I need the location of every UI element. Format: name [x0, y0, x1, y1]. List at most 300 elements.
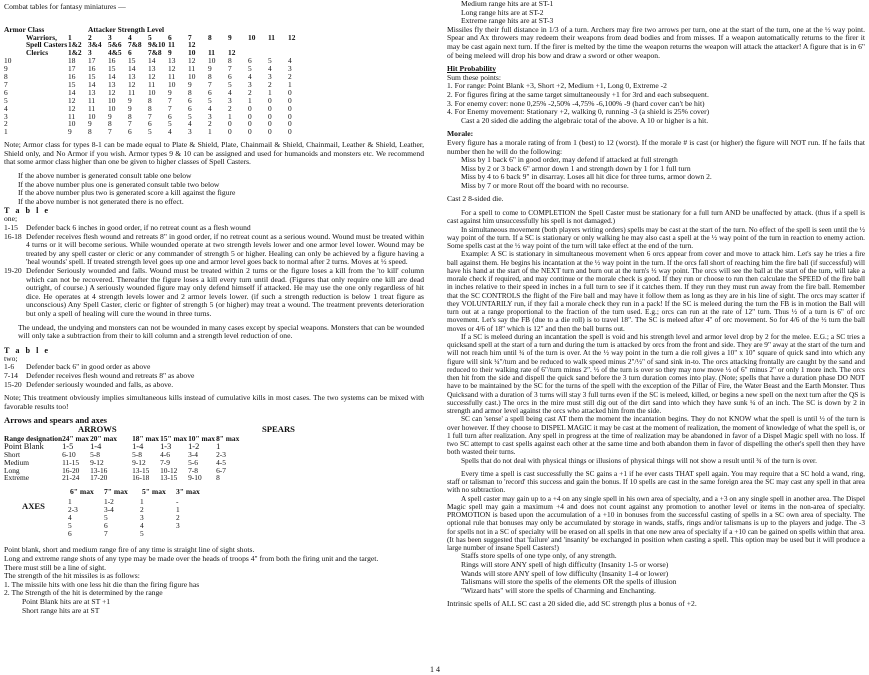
hit-item: Cast a 20 sided die adding the algebraic total of the above. A 10 or higher is a hit. — [461, 115, 709, 125]
armor-cell: 11 — [128, 87, 136, 97]
armor-cell: 12 — [228, 48, 236, 58]
armor-cell: 8 — [4, 72, 8, 82]
range-cell: 10-12 — [160, 465, 178, 475]
armor-cell: Spell Casters — [26, 40, 68, 50]
range-cell — [118, 474, 132, 482]
armor-cell: 2 — [248, 87, 252, 97]
range-cell — [118, 435, 132, 443]
armor-cell: 0 — [248, 111, 252, 121]
axes-cell: 1-2 — [104, 497, 114, 507]
armor-cell: 9&10 — [148, 40, 166, 50]
range-row — [4, 443, 244, 451]
result-text: Defender receives flesh wound and retreats 8" as above — [26, 370, 195, 380]
range-cell: 3-4 — [188, 449, 198, 459]
spell-paragraph: For a spell to come to COMPLETION the Spell Caster must be stationary for a full turn AND be unaffected by attack. (thus if a spell is cast against him unsuccessfully his spell is not damaged.) — [447, 208, 865, 226]
armor-cell: 12 — [168, 64, 176, 74]
armor-row — [4, 105, 308, 113]
armor-class-header: Armor Class — [4, 24, 45, 34]
morale-item: Miss by 1 back 6" in good order, may defend if attacked at full strength — [461, 155, 678, 165]
armor-cell: 8 — [88, 127, 92, 137]
armor-cell: 1 — [248, 95, 252, 105]
armor-cell: 14 — [68, 87, 76, 97]
armor-cell: 1 — [4, 127, 8, 137]
range-hit-line: Long range hits are at ST-2 — [461, 7, 544, 17]
range-cell: 24" max — [62, 433, 89, 443]
range-cell: Point Blank — [4, 441, 44, 451]
armor-cell: 9 — [168, 87, 172, 97]
range-cell — [118, 451, 132, 459]
missile-rule-line: 2. The Strength of the hit is determined by the range — [4, 588, 163, 598]
axes-label: AXES — [22, 501, 45, 512]
armor-row — [4, 73, 308, 81]
range-cell: 16-20 — [62, 465, 80, 475]
armor-cell: 13 — [88, 87, 96, 97]
axes-cell: 1 — [140, 497, 144, 507]
armor-cell: 10 — [248, 32, 256, 42]
result-text: Defender Seriously wounded and falls. Wound must be treated within 2 turns or the figure loses a kill from the 'to kill' column which can not be recovered. Thereafter the figure loses a kill every turn until dead. (Figures that only require one kill are dead outright, of course.) A seriously wounded figure may only defend himself if attacked. He may use the one only regardless of hit dice. He operates at 4 strength levels lower and 2 armor levels lower. (if such a strength reduction is below 1 treat figure as unconscious) Any Spell Caster, cleric or fighter of strength 5 (or higher) may treat a wound. The treatment prevents deterioration but only a spell of healing will cure the wound in three turns. — [26, 266, 424, 318]
armor-cell: 9 — [208, 64, 212, 74]
axes-cell: 3-4 — [104, 505, 114, 515]
armor-cell: 6 — [128, 127, 132, 137]
armor-cell: 16 — [88, 64, 96, 74]
armor-cell: 1 — [228, 111, 232, 121]
morale-title: Morale: — [447, 129, 474, 139]
spell-paragraph: In simultaneous movement (both players writing orders) spells may be cast at the start of the turn. No effect of the spell is seen until the ½ way point of the turn. If a SC is stationary or only walking he may also cast a spell at the ½ way point of the turn in reaction to enemy action. Some spells cast at the ½ way point of the turn will take effect at the end of the turn. — [447, 224, 865, 251]
axes-max: 7" max — [104, 487, 128, 497]
armor-cell: 5 — [248, 64, 252, 74]
range-cell — [118, 467, 132, 475]
armor-cell: 10 — [68, 119, 76, 129]
range-cell: 2-3 — [216, 449, 226, 459]
axes-max: 5" max — [142, 487, 166, 497]
armor-cell: 5 — [268, 56, 272, 66]
armor-cell: 1&2 — [68, 40, 82, 50]
armor-cell — [288, 41, 308, 49]
armor-cell: 8 — [208, 32, 212, 42]
table-one-heading: T a b l e — [4, 206, 51, 216]
armor-cell: 5 — [208, 95, 212, 105]
store-item: Staffs store spells of one type only, of any strength. — [461, 551, 617, 561]
result-roll: 19-20 — [4, 266, 22, 275]
armor-cell — [268, 41, 288, 49]
armor-cell: 7 — [148, 111, 152, 121]
store-item: Wands will store ANY spell of low difficulty (Insanity 1-4 or lower) — [461, 568, 669, 578]
armor-cell: 4 — [208, 103, 212, 113]
armor-cell: 10 — [108, 103, 116, 113]
armor-cell: 5 — [168, 119, 172, 129]
missile-rule-line: Point Blank hits are at ST +1 — [22, 596, 111, 606]
armor-cell: 16 — [108, 56, 116, 66]
armor-cell: 11 — [88, 95, 96, 105]
armor-cell: 9 — [108, 111, 112, 121]
armor-cell: 7 — [168, 95, 172, 105]
range-cell: 9-10 — [188, 473, 202, 483]
armor-cell: 12 — [68, 103, 76, 113]
armor-cell: 4 — [248, 72, 252, 82]
result-text: Defender back 6 inches in good order, if no retreat count as a flesh wound — [26, 223, 251, 233]
range-cell: 10" max — [188, 433, 215, 443]
range-cell: Long — [4, 465, 20, 475]
armor-cell: 13 — [148, 64, 156, 74]
table-one-note: The undead, the undying and monsters can not be wounded in many cases except by special weapons. Monsters that can be wounded will only take a subtraction from their to kill column and a strength level reduction of one. — [18, 322, 424, 341]
armor-cell: 12 — [68, 95, 76, 105]
range-cell: 20" max — [90, 433, 117, 443]
range-cell: 8 — [216, 473, 220, 483]
armor-cell: 0 — [268, 103, 272, 113]
result-roll: 16-18 — [4, 231, 22, 241]
morale-item: Miss by 2 or 3 back 6" armor down 1 and strength down by 1 for 1 full turn — [461, 163, 691, 173]
armor-cell: 0 — [288, 127, 292, 137]
range-row — [4, 467, 244, 475]
armor-cell: 10 — [168, 79, 176, 89]
missile-rule-line: Long and extreme range shots of any type may be made over the heads of troops 4" from both the firing unit and the target. — [4, 553, 379, 563]
armor-cell: 11 — [208, 48, 215, 58]
armor-cell: 6 — [248, 56, 252, 66]
armor-cell: 2 — [4, 119, 8, 129]
armor-cell: 8 — [128, 111, 132, 121]
armor-cell: 0 — [288, 87, 292, 97]
armor-cell: 0 — [288, 103, 292, 113]
range-cell: 9-12 — [90, 457, 104, 467]
armor-cell: 0 — [268, 127, 272, 137]
hit-item: 1. For range: Point Blank +3, Short +2, Medium +1, Long 0, Extreme -2 — [447, 81, 667, 91]
result-row — [4, 381, 430, 390]
armor-cell: 13 — [108, 79, 116, 89]
range-cell: 5-8 — [90, 449, 100, 459]
armor-cell: 8 — [108, 119, 112, 129]
armor-cell: 11 — [268, 32, 275, 42]
armor-row — [4, 49, 308, 57]
armor-cell: 3 — [228, 95, 232, 105]
armor-cell: 6 — [4, 87, 8, 97]
missile-rule-line: The strength of the hit missiles is as follows: — [4, 571, 140, 581]
axes-max: 3" max — [176, 487, 200, 497]
range-hit-line: Medium range hits are at ST-1 — [461, 0, 554, 8]
page-title: Combat tables for fantasy miniatures — — [4, 2, 126, 11]
armor-cell: 0 — [248, 119, 252, 129]
armor-cell: 3 — [248, 79, 252, 89]
armor-cell: 1 — [288, 79, 292, 89]
page-number: 1 4 — [430, 665, 440, 674]
armor-cell: 3 — [108, 32, 112, 42]
range-cell: 13-16 — [90, 465, 108, 475]
armor-cell — [248, 41, 268, 49]
range-cell: 13-15 — [160, 473, 178, 483]
armor-cell: 18 — [68, 56, 76, 66]
range-hit-line: Extreme range hits are at ST-3 — [461, 16, 554, 26]
result-text: Defender receives flesh wound and retreats 8" in good order, if no retreat count as a serious wound. Wound must be treated within 4 turns or it will become serious. While wounded operate at two strength levels lower and one armor level lower. Wound may be treated by any spell caster or cleric or any commander of strength 5 or higher. Healing can only be achieved by a figure having a 'heal wounds' spell. If treated strength level goes up one and armor level goes back to normal after 2 turns. Moves at ½ speed. — [26, 231, 424, 267]
table-two-sub: two; — [4, 353, 18, 363]
armor-cell: 4 — [228, 87, 232, 97]
missile-rule-line: Short range hits are at ST — [22, 605, 100, 615]
armor-cell: 6 — [188, 103, 192, 113]
range-cell: 7-8 — [188, 465, 198, 475]
range-cell: 17-20 — [90, 473, 108, 483]
spell-paragraph: A spell caster may gain up to a +4 on any single spell in his own area of specialty, and a +3 on any single spell in another area. The Dispel Magic spell may gain a maximum +4 and does not count against any promotion to another level or items in the non-area of specialty. PROMOTION is based upon the accumulation of a +10 in bonuses from the successful casting of spells in a SC own area of specialty. The optional rule that bonuses may only be accumulated by storage in wands, staffs, rings and/or talismans is up to the players and judge. The -3 for spells not in a SC of specialty will be erased on all spells in that one new area of specialty if a +10 can be gained on spells within that area. (It has been suggested that 'failure' and 'insanity' be exchanged in position when casting a spell. This option may be used but it will produce a large number of insane Spell Casters!) — [447, 493, 865, 553]
armor-cell: 9 — [228, 32, 232, 42]
range-table — [4, 435, 244, 482]
armor-cell: 5&6 — [108, 40, 122, 50]
spell-paragraph: SC can 'sense' a spell being cast AT them the moment the incantation begins. They do not KNOW what the spell is until ½ of the turn is over however. If they choose to DISPEL MAGIC it may be cast at the moment of realization, the moment of knowledge of what the spell is, or 1 full turn after realization. Any spell in progress at the time of realization may be abandoned in favor of a Dispel Magic spell with no loss. If two SC attempt to cast spells against each other at the same time and both abandon them in favor of dispelling the other's spell then they have both wasted their turns. — [447, 414, 865, 457]
armor-cell: 11 — [88, 103, 96, 113]
armor-cell: 4 — [188, 119, 192, 129]
axes-cell: 1 — [176, 505, 180, 515]
range-cell: 15" max — [160, 433, 187, 443]
armor-cell: 7&8 — [148, 48, 162, 58]
armor-cell: 4 — [168, 127, 172, 137]
range-cell: 5-6 — [188, 457, 198, 467]
armor-cell: 5 — [4, 95, 8, 105]
range-cell: 7-9 — [160, 457, 170, 467]
armor-cell: 0 — [268, 95, 272, 105]
table-two-note: Note; This treatment obviously implies simultaneous kills instead of cumulative kills in most cases. The two systems can be mixed with favorable results too! — [4, 393, 424, 411]
armor-cell: 3 — [268, 72, 272, 82]
armor-cell: 11 — [168, 40, 175, 50]
range-cell: Short — [4, 449, 21, 459]
armor-cell: 0 — [248, 127, 252, 137]
range-cell: 5-8 — [132, 449, 142, 459]
armor-cell: 3 — [288, 64, 292, 74]
range-cell: 4-6 — [160, 449, 170, 459]
armor-cell: 10 — [108, 95, 116, 105]
armor-cell: 0 — [288, 111, 292, 121]
armor-cell: 3 — [4, 111, 8, 121]
final-line: Intrinsic spells of ALL SC cast a 20 sided die, add SC strength plus a bonus of +2. — [447, 599, 697, 609]
range-cell: 9-12 — [132, 457, 146, 467]
armor-row — [4, 113, 308, 121]
armor-cell: 14 — [108, 72, 116, 82]
arrows-heading: ARROWS — [78, 423, 117, 434]
armor-cell: 15 — [68, 79, 76, 89]
axes-cell — [176, 530, 212, 538]
armor-cell: 6 — [228, 72, 232, 82]
range-cell: Range designation — [4, 433, 63, 443]
armor-cell: 10 — [148, 87, 156, 97]
axes-cell: 6 — [104, 521, 108, 531]
armor-cell: 7 — [108, 127, 112, 137]
spears-heading: SPEARS — [262, 423, 295, 434]
result-roll: 7-14 — [4, 370, 18, 380]
armor-cell: 8 — [208, 72, 212, 82]
range-cell: 8" max — [216, 433, 240, 443]
axes-cell: 2 — [140, 505, 144, 515]
armor-cell: 13 — [168, 56, 176, 66]
range-cell: 1-5 — [62, 441, 74, 451]
armor-cell: 2 — [88, 32, 92, 42]
armor-cell: 10 — [188, 48, 196, 58]
store-item: "Wizard hats" will store the spells of Charming and Enchanting. — [461, 585, 656, 595]
armor-cell: 6 — [168, 32, 172, 42]
range-cell: 1-3 — [160, 441, 172, 451]
table-two-heading: T a b l e — [4, 345, 51, 355]
range-cell: 1-4 — [132, 441, 144, 451]
armor-cell: 6 — [148, 119, 152, 129]
armor-cell: 0 — [228, 119, 232, 129]
range-cell: 16-18 — [132, 473, 150, 483]
if-line: If the above number is generated consult table one below — [18, 171, 192, 181]
armor-cell: 15 — [108, 64, 116, 74]
missiles-paragraph: Missiles fly their full distance in 1/3 of a turn. Archers may fire two arrows per turn, one at the start of the turn, one at the ½ way point. Spear and Ax throwers may redeem their weapons from dead bodies and from misses. If a weapon automatically returns to the firer it may be cast again next turn. If the firer is melted by the time the weapon returns the weapon will attack the attacker! A figure that is in 6" of being meleed will drop his bow and draw a sword or other weapon. — [447, 24, 865, 60]
armor-cell: 6 — [168, 111, 172, 121]
armor-cell: 5 — [148, 32, 152, 42]
range-cell: Medium — [4, 457, 30, 467]
spell-paragraph: Spells that do not deal with physical things or illusions of physical things will not show a result until ¾ of the turn is over. — [461, 455, 817, 465]
armor-cell: 9 — [168, 48, 172, 58]
if-line: If the above number is not generated there is no effect. — [18, 196, 184, 206]
armor-cell: 2 — [268, 79, 272, 89]
hit-probability-title: Hit Probability — [447, 64, 497, 74]
armor-cell: 1&2 — [68, 48, 82, 58]
spell-paragraph: Example: A SC is stationary in simultaneous movement when 6 orcs appear from cover and move to attack him. Let's say he tries a fire ball against them. He begins his incantation at the ½ way point in the turn. If the orcs fall short of reaching him the fire ball (if successful) will have his hand at the start of the NEXT turn and burn out at the turn's ½ way point. The orcs will see the ball at the start of the turn, will take a morale check if required, and may continue or the morale check is good. If they run or choose to run then calculate the SPEED of the fire ball in inches relative to their speed in inches in a full turn to see if it catches them. If they run they must run away from the fire ball. Remember that the SC CONTROLS the flight of the Fire ball and may have it follow them as long as they are in his line of sight. The orcs may scatter if they VOLUNTARILY run, if they fail a morale check they run in a pack! If the SC is meleed during the turn the FB is in motion the Ball will turn out at a range proportional to the fraction of the turn used. E.g.; orcs can run at the rate of 12" turn. Thus ½ of a turn is 6" of orc movement. Let's say the FB (due to a die roll) is to travel 18". The SC is meleed after 4" of orc movement. So for 4/6 of the ½ turn the ball moves or 4/6 of 18" which is 12" and then the ball burns out. — [447, 249, 865, 333]
armor-cell: 5 — [228, 79, 232, 89]
armor-cell: 2 — [228, 103, 232, 113]
armor-cell: 5 — [188, 111, 192, 121]
missile-rule-line: 1. The missile hits with one less hit die than the firing figure has — [4, 579, 200, 589]
morale-item: Miss by 4 to 6 back 9" in disarray. Loses all hit dice for three turns, armor down 2. — [461, 172, 712, 182]
armor-cell: 12 — [148, 72, 156, 82]
range-row — [4, 451, 244, 459]
armor-cell: 6 — [128, 48, 132, 58]
sum-line: Sum these points: — [447, 72, 502, 82]
range-cell: 6-7 — [216, 465, 226, 475]
range-cell: 1-2 — [188, 441, 200, 451]
armor-class-table — [4, 26, 308, 137]
armor-cell: Warriors, — [26, 32, 57, 42]
missile-rule-line: Point blank, short and medium range fire of any time is straight line of sight shots. — [4, 545, 255, 555]
axes-cell: - — [176, 497, 179, 507]
range-row — [4, 474, 244, 482]
hit-item: 4. For Enemy movement: Stationary +2, walking 0, running -3 (a shield is 25% cover) — [447, 107, 710, 117]
armor-cell: 0 — [248, 103, 252, 113]
armor-cell: 0 — [228, 127, 232, 137]
axes-row — [68, 530, 212, 538]
armor-row — [4, 97, 308, 105]
armor-cell: 10 — [208, 56, 216, 66]
range-cell: 4-5 — [216, 457, 226, 467]
cast-line: Cast 2 8-sided die. — [447, 194, 504, 204]
result-text: Defender seriously wounded and falls, as above. — [26, 379, 174, 389]
armor-cell: 16 — [68, 72, 76, 82]
armor-cell: 10 — [188, 72, 196, 82]
armor-cell: 2 — [208, 119, 212, 129]
axes-cell: 5 — [104, 513, 108, 523]
axes-max: 6" max — [70, 487, 94, 497]
armor-cell: 15 — [88, 72, 96, 82]
axes-cell: 5 — [68, 521, 72, 531]
armor-cell: 0 — [268, 111, 272, 121]
armor-cell: 4&5 — [108, 48, 122, 58]
axes-cell: 2-3 — [68, 505, 78, 515]
armor-cell: 9 — [88, 119, 92, 129]
axes-cell: 5 — [140, 528, 144, 538]
armor-cell: 2 — [288, 72, 292, 82]
armor-cell: 9 — [128, 95, 132, 105]
morale-item: Miss by 7 or more Rout off the board with no recourse. — [461, 180, 629, 190]
armor-cell: 7&8 — [128, 40, 142, 50]
axes-cell: 7 — [104, 528, 108, 538]
armor-cell: 12 — [288, 32, 296, 42]
armor-cell: 7 — [128, 119, 132, 129]
armor-row — [4, 65, 308, 73]
axes-cell: 6 — [68, 528, 72, 538]
armor-cell: 0 — [288, 119, 292, 129]
armor-cell: 11 — [148, 79, 156, 89]
armor-cell: 12 — [188, 56, 196, 66]
armor-row — [4, 81, 308, 89]
range-cell: 11-15 — [62, 457, 80, 467]
armor-cell: 11 — [188, 64, 196, 74]
armor-cell: 7 — [188, 32, 192, 42]
armor-cell: 6 — [188, 95, 192, 105]
armor-cell: 17 — [68, 64, 76, 74]
result-roll: 1-6 — [4, 362, 15, 372]
armor-cell: 5 — [148, 127, 152, 137]
armor-note: Note; Armor class for types 8-1 can be made equal to Plate & Shield, Plate, Chainmail & Shield, Chainmail, Leather & Shield, Leather, Shield only, and No Armor if you wish. Armor types 9 & 10 can be assigned and used for humanoids and monsters etc. We recommend that some armor class higher than one be given to higher classes of Spell Casters. — [4, 140, 424, 167]
missile-rule-line: There must still be a line of sight. — [4, 562, 107, 572]
armor-row — [4, 128, 308, 136]
range-row — [4, 459, 244, 467]
range-cell — [118, 443, 132, 451]
axes-cell: 4 — [68, 513, 72, 523]
attacker-strength-header: Attacker Strength Level — [88, 24, 165, 34]
spell-paragraph: If a SC is meleed during an incantation the spell is void and his strength level and armor level drop by 2 for the melee. E.G.; a SC tries a quicksand spell at the start of a turn and during the turn is attacked by orcs from the front and side. They are 9" away at the start of the turn and will not reach him until ¾ of the turn is over. At the ½ way point in the turn a die roll gives a 10" x 10" square of quick sand into which any figure will sink ¼"/turn and be reduced to walk speed minus 2"/½" of sand sink in-to. The orcs attacking frontally are caught by the sand and reduced to their walking rate of 6"/turn minus 2". ½ of the turn is over so they may now move ½ of 6" minus 2" or only 1 more inch. The orcs then hit from the side and dispell the quick sand before the 3 turn duration comes into play. (Note; spells that have a duration phase DO NOT have to be maintained by the SC for the turns of the spell with the exception of the Pillar of Fire, the Water Beast and the Earth Monster. Thus Quicksand with a duration of 3 turns will stay 3 full turns even if the SC is meleed, killed, or begins a new spell on the next turn after the QS is successfully cast.) The orcs in the mire must still dig out of the dirt sand into which they have sunk ¼ of an inch. The SC is down by 2 in strength and armor level against the orcs who attacked him from the side. — [447, 331, 865, 416]
armor-row — [4, 89, 308, 97]
armor-cell: 13 — [128, 72, 136, 82]
armor-cell: 9 — [4, 64, 8, 74]
range-cell: Extreme — [4, 473, 30, 483]
armor-cell: 10 — [4, 56, 12, 66]
armor-cell: 14 — [148, 56, 156, 66]
armor-cell: 0 — [268, 119, 272, 129]
armor-cell: 11 — [68, 111, 76, 121]
armor-cell: 12 — [188, 40, 196, 50]
armor-cell: 9 — [128, 103, 132, 113]
result-roll: 15-20 — [4, 379, 22, 389]
range-cell: 18" max — [132, 433, 159, 443]
if-line: If the above number plus one is generated consult table two below — [18, 179, 220, 189]
range-cell: 13-15 — [132, 465, 150, 475]
result-row — [4, 233, 430, 267]
armor-cell: 10 — [88, 111, 96, 121]
axes-cell: 3 — [176, 521, 180, 531]
arrows-title: Arrows and spears and axes — [4, 415, 107, 426]
armor-cell: 8 — [148, 95, 152, 105]
armor-cell: 7 — [208, 79, 212, 89]
armor-cell: 12 — [108, 87, 116, 97]
armor-cell: 3 — [88, 48, 92, 58]
axes-table — [68, 498, 212, 538]
axes-cell: 3 — [140, 513, 144, 523]
if-line: If the above number plus two is generated score a kill against the figure — [18, 188, 236, 198]
armor-cell: 1 — [208, 127, 212, 137]
store-item: Rings will store ANY spell of high difficulty (Insanity 1-5 or worse) — [461, 559, 669, 569]
armor-cell: 7 — [4, 79, 8, 89]
axes-cell: 1 — [68, 497, 72, 507]
armor-cell: 14 — [128, 64, 136, 74]
armor-row — [4, 120, 308, 128]
armor-cell: 8 — [188, 87, 192, 97]
armor-row — [4, 57, 308, 65]
armor-cell: 4 — [288, 56, 292, 66]
armor-cell: 6 — [208, 87, 212, 97]
armor-cell: 9 — [188, 79, 192, 89]
armor-cell: 8 — [148, 103, 152, 113]
armor-cell: 14 — [88, 79, 96, 89]
morale-paragraph: Every figure has a morale rating of from 1 (best) to 12 (worst). If the morale # is cast (or higher) the figure will NOT run. If he fails that number then he will do the following: — [447, 137, 865, 156]
armor-cell: 4 — [268, 64, 272, 74]
armor-cell: 4 — [128, 32, 132, 42]
armor-cell: 3 — [188, 127, 192, 137]
